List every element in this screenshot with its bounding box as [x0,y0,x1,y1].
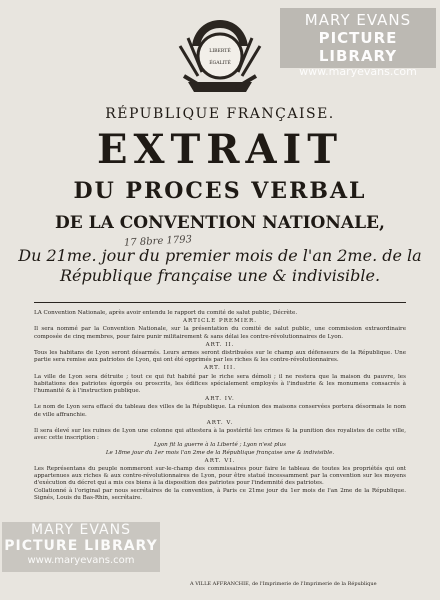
emblem-text-1: LIBERTÉ [209,49,231,54]
date-line-1: Du 21me. jour du premier mois de l'an 2me. de la [18,246,422,265]
watermark-top [280,8,436,78]
closing-paragraph: Collationné à l'original par nous secrétaires de la convention, à Paris ce 21me jour du 1er mois de l'an 2me de la République. Signés, Louis du Bas-Rhin, secrétaire. [34,487,406,501]
watermark-line2: PICTURE LIBRARY [318,29,398,65]
handwritten-date: 17 8bre 1793 [123,234,193,249]
divider-rule [34,302,406,303]
article-1-text: Il sera nommé par la Convention Nationale, sur la présentation du comité de salut public, une commission extraordinaire composée de cinq membres, pour faire punir militairement & sans délai les contre-révolutionnaires de Lyon. [34,326,406,340]
article-6-heading: ART. VI. [204,457,236,464]
inscription-line-2: Le 18me jour du 1er mois l'an 2me de la République française une & indivisible. [105,449,335,456]
republic-emblem-icon [174,16,266,98]
article-5-heading: ART. V. [206,419,234,426]
printer-footer: A VILLE AFFRANCHIE, de l'Imprimerie de l'Imprimerie de la République [190,581,377,587]
watermark-bottom-line1: MARY EVANS [31,522,131,538]
date-line-2: République française une & indivisible. [59,266,381,285]
watermark-line3: www.maryevans.com [299,65,417,78]
watermark-bottom-line2: PICTURE LIBRARY [4,538,158,554]
inscription-line-1: Lyon fit la guerre à la Liberté ; Lyon n'est plus [154,442,286,449]
article-2-text: Tous les habitans de Lyon seront désarmés. Leurs armes seront distribuées sur le champ aux défenseurs de la République. Une partie sera remise aux patriotes de Lyon, qui ont été opprimés par les riches & les contre-révolutionnaires. [34,350,406,364]
watermark-line1: MARY EVANS [304,11,412,29]
article-2-heading: ART. II. [205,341,235,348]
intro-paragraph: LA Convention Nationale, après avoir entendu le rapport du comité de salut public, Décrète. [34,310,298,316]
article-4-heading: ART. IV. [205,396,235,403]
article-1-heading: ARTICLE PREMIER. [182,318,258,325]
emblem-text-2: ÉGALITÉ [209,61,231,66]
proces-verbal-heading: DU PROCES VERBAL [73,178,367,204]
article-4-text: Le nom de Lyon sera effacé du tableau des villes de la République. La réunion des maisons conservées portera désormais le nom de ville affranchie. [34,404,406,418]
republique-heading: RÉPUBLIQUE FRANÇAISE. [105,106,335,122]
watermark-bottom-line3: www.maryevans.com [27,555,135,566]
decree-body [34,310,406,502]
article-3-text: La ville de Lyon sera détruite ; tout ce qui fut habité par le riche sera démoli ; il ne restera que la maison du pauvre, les habitations des patriotes égorgés ou proscrits, les édifices spécialement employés à l'industrie & les monumens consacrés à l'humanité & à l'instruction publique. [34,373,406,395]
extrait-title: EXTRAIT [96,126,344,173]
article-5-text: Il sera élevé sur les ruines de Lyon une colonne qui attestera à la postérité les crimes & la punition des royalistes de cette ville, avec cette inscription : [34,428,406,442]
watermark-bottom [2,522,160,572]
article-3-heading: ART. III. [203,365,237,372]
convention-heading: DE LA CONVENTION NATIONALE, [55,213,385,233]
article-6-text: Les Représentans du peuple nommeront sur-le-champ des commissaires pour faire le tableau de toutes les propriétés qui ont appartenues aux riches & aux contre-révolutionnaires de Lyon, pour être statué incessamment par la convention sur les moyens d'exécution du décret qui a mis ces biens à la disposition des patriotes pour l'indemnité des patriotes. [34,466,406,487]
